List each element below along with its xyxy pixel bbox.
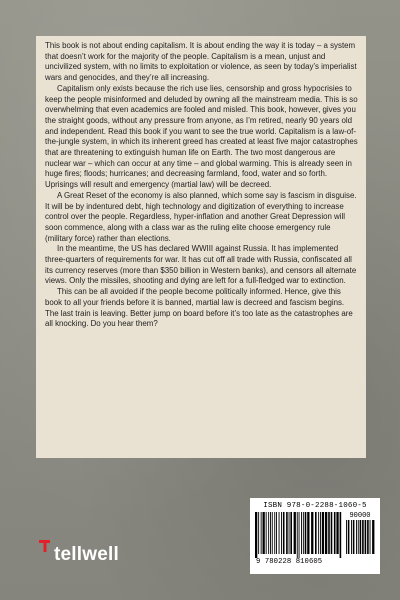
blurb-paragraph-1: This book is not about ending capitalism. It is about ending the way it is today – a system that doesn’t work for the majority of the people. Capitalism is a mean, unjust and uncivilized system, with no limits to exploitation or violence, as seen by today’s imperialist wars and genocides, and they’re all increasing.	[45, 41, 357, 83]
isbn-label: ISBN 978-0-2288-1060-5	[263, 502, 367, 510]
blurb-paragraph-5: This can be all avoided if the people become politically informed. Hence, give this book to all your friends before it is banned, martial law is decreed and fascism begins. The last train is leaving. Better jump on board before it’s too late as the catastrophes are all knocking. Do you hear them?	[45, 287, 353, 329]
barcode-digits: 9 780228 810605	[256, 558, 323, 566]
blurb-paragraph-4: In the meantime, the US has declared WWIII against Russia. It has implemented three-quarters of requirements for war. It has cut off all trade with Russia, confiscated all its currency reserves (more than $350 billion in Western banks), and censors all alternate views. Only the missiles, shooting and dying are left for a full-fledged war to extinction.	[45, 244, 357, 286]
isbn-barcode	[250, 498, 380, 574]
blurb-paragraph-3: A Great Reset of the economy is also planned, which some say is fascism in disguise. It will be by indentured debt, high technology and digitization of everything to increase control over the people. Regardless, hyper-inflation and another Great Depression will soon commence, along with a class war as the ruling elite choose emergency rule (military force) rather than elections.	[45, 190, 357, 243]
publisher-logo	[38, 544, 119, 566]
barcode-addon-digits: 90000	[349, 512, 371, 520]
publisher-logo-icon	[38, 539, 52, 553]
addon-barcode-bars	[345, 520, 375, 558]
ean13-barcode-bars	[254, 512, 342, 558]
blurb-paragraph-2: Capitalism only exists because the rich use lies, censorship and gross hypocrisies to keep the people misinformed and deluded by owning all the mainstream media. This is so overwhelming that even academics are fooled and misled. This book, however, gives you the straight goods, without any pressure from anyone, as I’m retired, nearly 90 years old and independent. Read this book if you want to see the true world. Capitalism is a law-of-the-jungle system, in which its inherent greed has created at least five major catastrophes that are threatening to extinguish human life on Earth. The two most dangerous are nuclear war – which can occur at any time – and global warming. This is already seen in huge fires; floods; hurricanes; and decreasing farmland, food, water and so forth. Uprisings will result and emergency (martial law) will be decreed.	[45, 83, 358, 190]
publisher-name: tellwell	[54, 544, 119, 565]
blurb-panel	[36, 36, 366, 458]
